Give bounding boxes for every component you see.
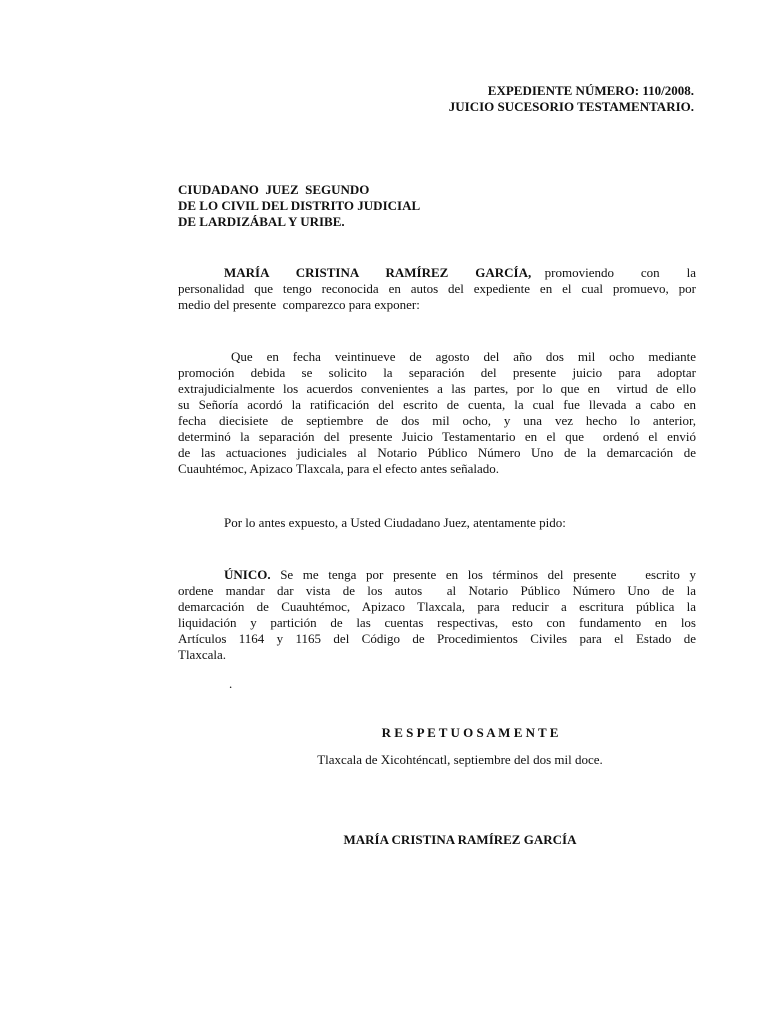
unico-line-6: Tlaxcala.	[178, 647, 226, 662]
unico-line-1	[178, 567, 696, 583]
closing-salutation: R E S P E T U O S A M E N T E	[381, 725, 559, 740]
facts-line-4: su Señoría acordó la ratificación del escrito de cuenta, la cual fue llevada a cabo en	[178, 397, 696, 412]
case-number: EXPEDIENTE NÚMERO: 110/2008.	[487, 83, 694, 98]
intro-line-1-text: promoviendo con la	[544, 265, 696, 280]
facts-line-8: Cuauhtémoc, Apizaco Tlaxcala, para el efecto antes señalado.	[178, 461, 500, 476]
addressee-line-1: CIUDADANO JUEZ SEGUNDO	[178, 182, 370, 197]
facts-line-2: promoción debida se solicito la separación del presente juicio para adoptar	[178, 365, 696, 380]
intro-line-2: personalidad que tengo reconocida en autos del expediente en el cual promuevo, por	[178, 281, 696, 296]
stray-mark: .	[229, 676, 233, 691]
facts-paragraph	[178, 349, 696, 477]
intro-paragraph	[178, 265, 696, 313]
case-header	[294, 83, 694, 115]
unico-line-3: demarcación de Cuauhtémoc, Apizaco Tlaxcala, para reducir a escritura pública la	[178, 599, 696, 614]
request-line	[224, 515, 694, 531]
unico-line-4: liquidación y partición de las cuentas respectivas, esto con fundamento en los	[178, 615, 696, 630]
unico-label: ÚNICO.	[224, 567, 271, 582]
unico-line-5: Artículos 1164 y 1165 del Código de Procedimientos Civiles para el Estado de	[178, 631, 696, 646]
unico-paragraph	[178, 567, 696, 663]
signature-name: MARÍA CRISTINA RAMÍREZ GARCÍA	[343, 832, 577, 847]
facts-line-3: extrajudicialmente los acuerdos convenientes a las partes, por lo que en virtud de ello	[178, 381, 696, 396]
intro-line-3: medio del presente comparezco para exponer:	[178, 297, 420, 312]
unico-line-2: ordene mandar dar vista de los autos al Notario Público Número Uno de la	[178, 583, 696, 598]
place-and-date: Tlaxcala de Xicohténcatl, septiembre del dos mil doce.	[317, 752, 603, 767]
addressee-line-2: DE LO CIVIL DEL DISTRITO JUDICIAL	[178, 198, 421, 213]
addressee-line-3: DE LARDIZÁBAL Y URIBE.	[178, 214, 345, 229]
facts-line-6: determinó la separación del presente Juicio Testamentario en el que ordenó el envió	[178, 429, 696, 444]
facts-line-7: de las actuaciones judiciales al Notario Público Número Uno de la demarcación de	[178, 445, 696, 460]
request-text: Por lo antes expuesto, a Usted Ciudadano Juez, atentamente pido:	[224, 515, 566, 530]
facts-line-5: fecha diecisiete de septiembre de dos mil ocho, y una vez hecho lo anterior,	[178, 413, 696, 428]
intro-line-1	[178, 265, 696, 281]
case-type: JUICIO SUCESORIO TESTAMENTARIO.	[448, 99, 694, 114]
facts-line-1: Que en fecha veintinueve de agosto del año dos mil ocho mediante	[231, 349, 696, 364]
addressee-block	[178, 182, 578, 230]
unico-line-1-text: Se me tenga por presente en los términos del presente escrito y	[270, 567, 696, 582]
petitioner-name: MARÍA CRISTINA RAMÍREZ GARCÍA,	[224, 265, 532, 280]
